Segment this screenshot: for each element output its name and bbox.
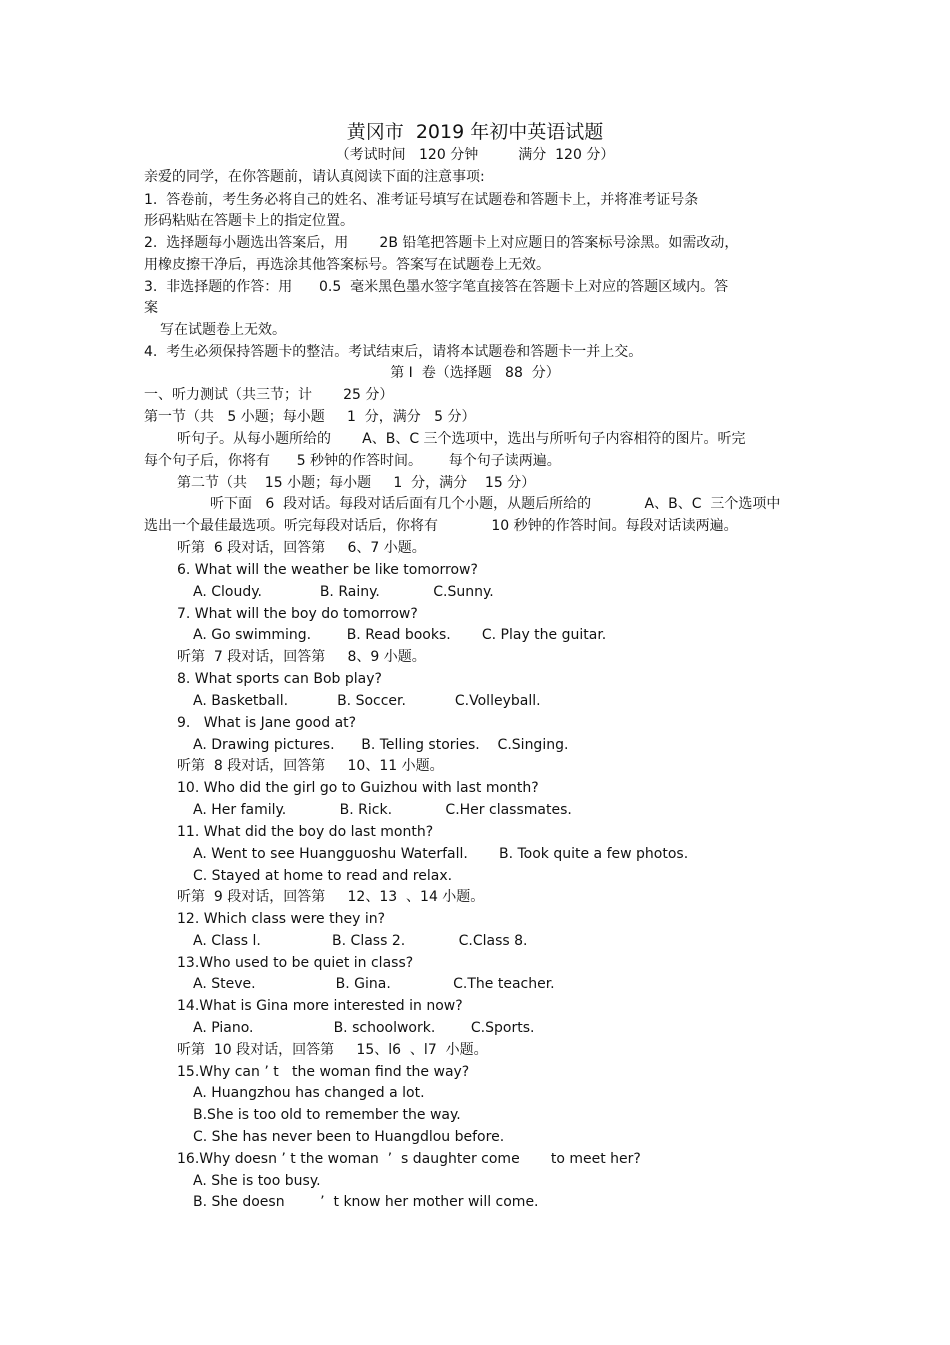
question-12-options: A. Class l. B. Class 2. C.Class 8. [193, 933, 528, 949]
section-2-title: 第二节（共 15 小题；每小题 1 分，满分 15 分） [177, 475, 536, 491]
exam-info: （考试时间 120 分钟 满分 120 分） [335, 147, 615, 163]
notice-item-3-line-3: 写在试题卷上无效。 [160, 322, 286, 338]
question-8: 8. What sports can Bob play? [177, 671, 382, 687]
dialogue-7-instruction: 听第 7 段对话，回答第 8、9 小题。 [177, 649, 426, 665]
question-16-option-b: B. She doesn ’ t know her mother will come. [193, 1194, 539, 1210]
page-title: 黄冈市 2019 年初中英语试题 [346, 121, 604, 143]
question-14-options: A. Piano. B. schoolwork. C.Sports. [193, 1020, 535, 1036]
question-6-options: A. Cloudy. B. Rainy. C.Sunny. [193, 584, 494, 600]
section-2-instructions-line-2: 选出一个最佳最选项。听完每段对话后，你将有 10 秒钟的作答时间。每段对话读两遍。 [144, 518, 738, 534]
question-15-option-c: C. She has never been to Huangdlou before. [193, 1129, 505, 1145]
question-14: 14.What is Gina more interested in now? [177, 998, 463, 1014]
section-1-title: 第一节（共 5 小题；每小题 1 分，满分 5 分） [144, 409, 476, 425]
section-2-instructions-line-1: 听下面 6 段对话。每段对话后面有几个小题，从题后所给的 A、B、C 三个选项中 [210, 496, 781, 512]
question-12: 12. Which class were they in? [177, 911, 386, 927]
question-13-options: A. Steve. B. Gina. C.The teacher. [193, 976, 555, 992]
dialogue-6-instruction: 听第 6 段对话，回答第 6、7 小题。 [177, 540, 426, 556]
notice-item-4: 4. 考生必须保持答题卡的整洁。考试结束后，请将本试题卷和答题卡一并上交。 [144, 344, 643, 360]
notice-item-1-line-1: 1. 答卷前，考生务必将自己的姓名、准考证号填写在试题卷和答题卡上，并将准考证号条 [144, 192, 699, 208]
question-11-option-c: C. Stayed at home to read and relax. [193, 868, 453, 884]
question-7: 7. What will the boy do tomorrow? [177, 606, 418, 622]
question-7-options: A. Go swimming. B. Read books. C. Play the guitar. [193, 627, 607, 643]
greeting-line: 亲爱的同学，在你答题前，请认真阅读下面的注意事项: [144, 169, 485, 185]
question-9-options: A. Drawing pictures. B. Telling stories. C.Singing. [193, 737, 569, 753]
dialogue-10-instruction: 听第 10 段对话，回答第 15、l6 、l7 小题。 [177, 1042, 488, 1058]
question-15-option-b: B.She is too old to remember the way. [193, 1107, 461, 1123]
section-title: 一、听力测试（共三节；计 25 分） [144, 387, 394, 403]
question-10: 10. Who did the girl go to Guizhou with last month? [177, 780, 539, 796]
question-11: 11. What did the boy do last month? [177, 824, 434, 840]
question-11-options-ab: A. Went to see Huangguoshu Waterfall. B. Took quite a few photos. [193, 846, 689, 862]
question-15-option-a: A. Huangzhou has changed a lot. [193, 1085, 425, 1101]
question-8-options: A. Basketball. B. Soccer. C.Volleyball. [193, 693, 541, 709]
question-16-option-a: A. She is too busy. [193, 1173, 321, 1189]
question-10-options: A. Her family. B. Rick. C.Her classmates. [193, 802, 572, 818]
question-9: 9. What is Jane good at? [177, 715, 357, 731]
part-heading: 第 I 卷（选择题 88 分） [390, 365, 560, 381]
notice-item-1-line-2: 形码粘贴在答题卡上的指定位置。 [144, 213, 354, 229]
dialogue-8-instruction: 听第 8 段对话，回答第 10、11 小题。 [177, 758, 444, 774]
section-1-instructions-line-1: 听句子。从每小题所给的 A、B、C 三个选项中，选出与所听句子内容相符的图片。听完 [177, 431, 746, 447]
notice-item-3-line-1: 3. 非选择题的作答：用 0.5 毫米黑色墨水签字笔直接答在答题卡上对应的答题区域内。答 [144, 279, 729, 295]
question-15: 15.Why can ’ t the woman find the way? [177, 1064, 470, 1080]
notice-item-2-line-2: 用橡皮擦干净后，再选涂其他答案标号。答案写在试题卷上无效。 [144, 257, 550, 273]
question-6: 6. What will the weather be like tomorrow? [177, 562, 478, 578]
section-1-instructions-line-2: 每个句子后，你将有 5 秒钟的作答时间。 每个句子读两遍。 [144, 453, 561, 469]
question-13: 13.Who used to be quiet in class? [177, 955, 414, 971]
dialogue-9-instruction: 听第 9 段对话，回答第 12、13 、14 小题。 [177, 889, 485, 905]
question-16: 16.Why doesn ’ t the woman ’ s daughter come to meet her? [177, 1151, 641, 1167]
notice-item-3-line-2: 案 [144, 300, 158, 316]
notice-item-2-line-1: 2. 选择题每小题选出答案后，用 2B 铅笔把答题卡上对应题日的答案标号涂黑。如需改动， [144, 235, 739, 251]
